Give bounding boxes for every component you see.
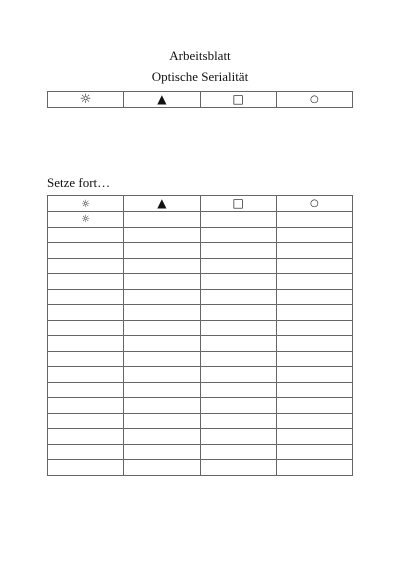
grid-cell[interactable] (124, 460, 200, 476)
grid-row (48, 258, 353, 274)
circle-outline-icon: ○ (310, 94, 319, 105)
worksheet-subtitle: Optische Serialität (151, 69, 249, 84)
grid-cell[interactable] (276, 460, 352, 476)
grid-cell[interactable] (200, 336, 276, 352)
grid-cell[interactable] (124, 305, 200, 321)
grid-row (48, 274, 353, 290)
grid-row (48, 336, 353, 352)
grid-cell[interactable] (48, 212, 124, 228)
grid-cell[interactable] (48, 274, 124, 290)
grid-cell[interactable] (48, 196, 124, 212)
pattern-row (48, 92, 353, 108)
grid-row (48, 351, 353, 367)
grid-cell[interactable] (276, 382, 352, 398)
grid-cell[interactable] (276, 305, 352, 321)
grid-row (48, 243, 353, 259)
grid-cell[interactable] (276, 336, 352, 352)
grid-cell[interactable] (48, 258, 124, 274)
grid-row (48, 320, 353, 336)
grid-cell[interactable] (276, 274, 352, 290)
grid-cell[interactable] (124, 336, 200, 352)
grid-row (48, 429, 353, 445)
grid-cell[interactable] (200, 212, 276, 228)
pattern-table (47, 91, 353, 108)
grid-cell[interactable] (200, 413, 276, 429)
grid-row (48, 212, 353, 228)
grid-cell[interactable] (48, 351, 124, 367)
pattern-cell-4 (276, 92, 352, 108)
grid-cell[interactable] (276, 367, 352, 383)
grid-cell[interactable] (276, 398, 352, 414)
sun-solid-icon: ☼ (81, 198, 91, 210)
grid-cell[interactable] (276, 413, 352, 429)
grid-row (48, 382, 353, 398)
grid-cell[interactable] (48, 398, 124, 414)
grid-cell[interactable] (124, 320, 200, 336)
grid-cell[interactable] (200, 227, 276, 243)
grid-row (48, 398, 353, 414)
grid-cell[interactable] (276, 227, 352, 243)
grid-cell[interactable] (124, 196, 200, 212)
grid-cell[interactable] (124, 212, 200, 228)
grid-row (48, 227, 353, 243)
grid-cell[interactable] (200, 351, 276, 367)
grid-cell[interactable] (124, 227, 200, 243)
pattern-cell-2 (124, 92, 200, 108)
grid-cell[interactable] (124, 289, 200, 305)
continuation-grid-body (48, 196, 353, 476)
grid-cell[interactable] (276, 429, 352, 445)
grid-cell[interactable] (276, 212, 352, 228)
grid-cell[interactable] (200, 460, 276, 476)
grid-cell[interactable] (200, 444, 276, 460)
pattern-cell-1 (48, 92, 124, 108)
grid-cell[interactable] (276, 196, 352, 212)
grid-cell[interactable] (200, 289, 276, 305)
grid-row (48, 367, 353, 383)
grid-cell[interactable] (200, 196, 276, 212)
grid-cell[interactable] (48, 444, 124, 460)
grid-cell[interactable] (48, 382, 124, 398)
grid-cell[interactable] (124, 258, 200, 274)
grid-cell[interactable] (48, 429, 124, 445)
grid-cell[interactable] (276, 320, 352, 336)
grid-cell[interactable] (276, 243, 352, 259)
grid-cell[interactable] (48, 305, 124, 321)
grid-cell[interactable] (48, 227, 124, 243)
grid-row (48, 196, 353, 212)
grid-row (48, 305, 353, 321)
grid-cell[interactable] (124, 398, 200, 414)
grid-cell[interactable] (200, 274, 276, 290)
grid-cell[interactable] (276, 258, 352, 274)
sun-solid-icon: ☼ (81, 214, 91, 226)
grid-cell[interactable] (200, 305, 276, 321)
grid-cell[interactable] (48, 289, 124, 305)
grid-cell[interactable] (200, 398, 276, 414)
filled-triangle-icon: ▲ (157, 92, 167, 106)
grid-cell[interactable] (200, 367, 276, 383)
grid-row (48, 289, 353, 305)
grid-cell[interactable] (48, 243, 124, 259)
grid-cell[interactable] (200, 320, 276, 336)
grid-cell[interactable] (124, 367, 200, 383)
grid-cell[interactable] (276, 351, 352, 367)
grid-cell[interactable] (48, 336, 124, 352)
continuation-grid (47, 195, 353, 476)
instruction-text: Setze fort… (47, 175, 111, 190)
grid-cell[interactable] (124, 351, 200, 367)
grid-cell[interactable] (124, 444, 200, 460)
grid-cell[interactable] (124, 413, 200, 429)
grid-cell[interactable] (200, 429, 276, 445)
square-outline-icon: □ (232, 196, 244, 210)
grid-cell[interactable] (124, 429, 200, 445)
grid-cell[interactable] (200, 258, 276, 274)
grid-cell[interactable] (124, 382, 200, 398)
grid-cell[interactable] (48, 413, 124, 429)
grid-row (48, 444, 353, 460)
grid-cell[interactable] (48, 320, 124, 336)
grid-cell[interactable] (276, 289, 352, 305)
grid-cell[interactable] (276, 444, 352, 460)
circle-outline-icon: ○ (310, 198, 319, 209)
grid-cell[interactable] (48, 367, 124, 383)
sun-outline-icon: ☼ (79, 91, 92, 107)
worksheet-title: Arbeitsblatt (169, 48, 231, 63)
grid-row (48, 413, 353, 429)
grid-cell[interactable] (124, 274, 200, 290)
grid-row (48, 460, 353, 476)
grid-cell[interactable] (200, 382, 276, 398)
filled-triangle-icon: ▲ (157, 196, 167, 210)
pattern-cell-3 (200, 92, 276, 108)
grid-cell[interactable] (124, 243, 200, 259)
grid-cell[interactable] (200, 243, 276, 259)
square-outline-icon: □ (232, 92, 244, 106)
grid-cell[interactable] (48, 460, 124, 476)
